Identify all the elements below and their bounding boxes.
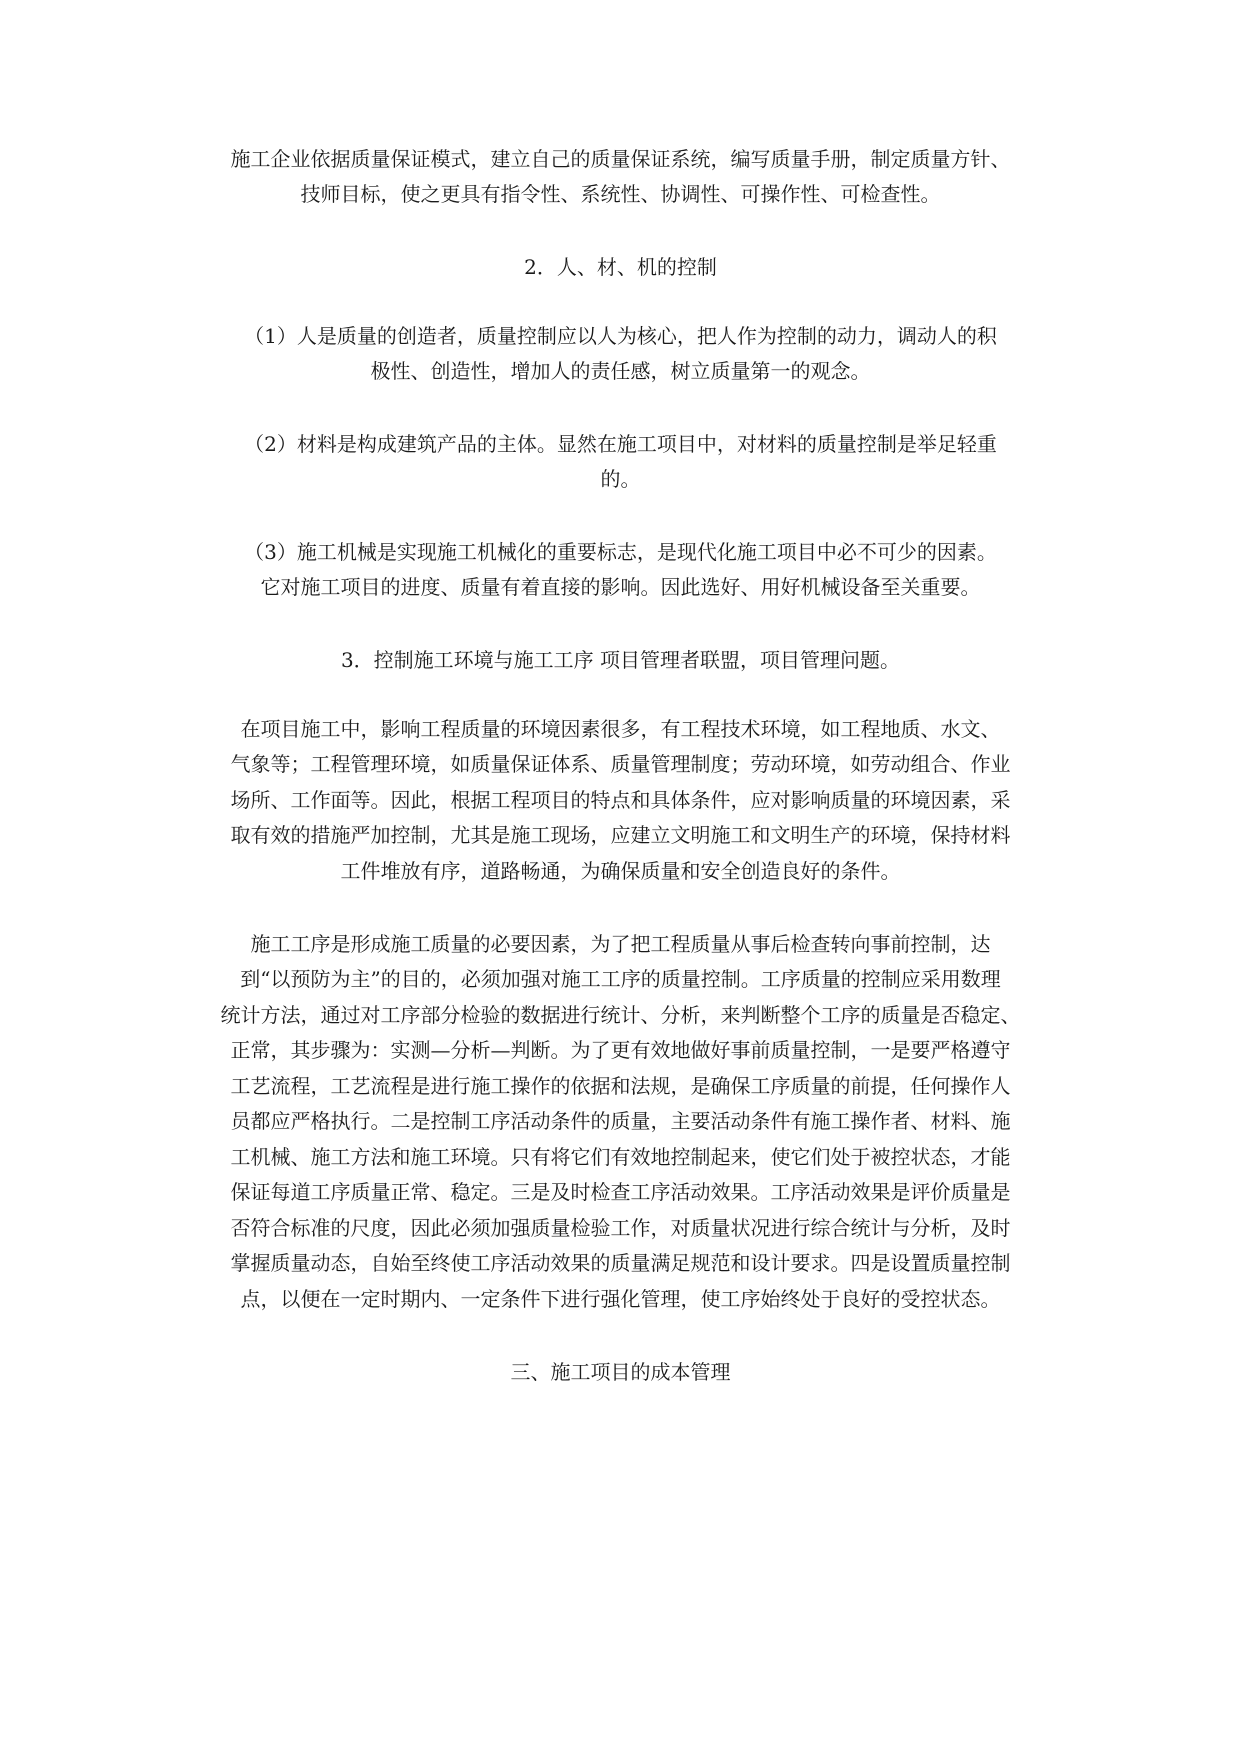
- environment-paragraph-line-3: 场所、工作面等。因此，根据工程项目的特点和具体条件，应对影响质量的环境因素，采: [230, 788, 1011, 812]
- process-paragraph-line-9: 否符合标准的尺度，因此必须加强质量检验工作，对质量状况进行综合统计与分析，及时: [230, 1216, 1011, 1240]
- process-paragraph-line-7: 工机械、施工方法和施工环境。只有将它们有效地控制起来，使它们处于被控状态，才能: [230, 1145, 1011, 1169]
- item-3-line-2: 它对施工项目的进度、质量有着直接的影响。因此选好、用好机械设备至关重要。: [260, 575, 981, 599]
- item-1-line-1: （1）人是质量的创造者，质量控制应以人为核心，把人作为控制的动力，调动人的积: [244, 324, 997, 348]
- item-3-line-1: （3）施工机械是实现施工机械化的重要标志，是现代化施工项目中必不可少的因素。: [244, 540, 997, 564]
- heading-3: 3．控制施工环境与施工工序 项目管理者联盟，项目管理问题。: [340, 648, 901, 672]
- item-2-line-2: 的。: [600, 467, 641, 491]
- process-paragraph-line-4: 正常，其步骤为：实测—分析—判断。为了更有效地做好事前质量控制，一是要严格遵守: [230, 1038, 1011, 1062]
- environment-paragraph-line-2: 气象等；工程管理环境，如质量保证体系、质量管理制度；劳动环境，如劳动组合、作业: [230, 752, 1011, 776]
- process-paragraph-line-5: 工艺流程，工艺流程是进行施工操作的依据和法规，是确保工序质量的前提，任何操作人: [230, 1074, 1011, 1098]
- environment-paragraph-line-1: 在项目施工中，影响工程质量的环境因素很多，有工程技术环境，如工程地质、水文、: [240, 717, 1001, 741]
- environment-paragraph-line-5: 工件堆放有序，道路畅通，为确保质量和安全创造良好的条件。: [340, 859, 901, 883]
- paragraph-1-line-1: 施工企业依据质量保证模式，建立自己的质量保证系统，编写质量手册，制定质量方针、: [230, 147, 1011, 171]
- item-2-line-1: （2）材料是构成建筑产品的主体。显然在施工项目中，对材料的质量控制是举足轻重: [244, 432, 997, 456]
- process-paragraph-line-3: 统计方法，通过对工序部分检验的数据进行统计、分析，来判断整个工序的质量是否稳定、: [220, 1003, 1021, 1027]
- process-paragraph-line-2: 到“以预防为主”的目的，必须加强对施工工序的质量控制。工序质量的控制应采用数理: [240, 967, 1001, 991]
- item-1-line-2: 极性、创造性，增加人的责任感，树立质量第一的观念。: [370, 359, 871, 383]
- paragraph-1-line-2: 技师目标，使之更具有指令性、系统性、协调性、可操作性、可检查性。: [300, 182, 941, 206]
- process-paragraph-line-10: 掌握质量动态，自始至终使工序活动效果的质量满足规范和设计要求。四是设置质量控制: [230, 1251, 1011, 1275]
- process-paragraph-line-8: 保证每道工序质量正常、稳定。三是及时检查工序活动效果。工序活动效果是评价质量是: [230, 1180, 1011, 1204]
- process-paragraph-line-1: 施工工序是形成施工质量的必要因素，为了把工程质量从事后检查转向事前控制，达: [250, 932, 991, 956]
- heading-2: 2．人、材、机的控制: [524, 255, 717, 279]
- process-paragraph-line-11: 点，以便在一定时期内、一定条件下进行强化管理，使工序始终处于良好的受控状态。: [240, 1287, 1001, 1311]
- environment-paragraph-line-4: 取有效的措施严加控制，尤其是施工现场，应建立文明施工和文明生产的环境，保持材料: [230, 823, 1011, 847]
- process-paragraph-line-6: 员都应严格执行。二是控制工序活动条件的质量，主要活动条件有施工操作者、材料、施: [230, 1109, 1011, 1133]
- section-heading-cost-management: 三、施工项目的成本管理: [510, 1360, 731, 1384]
